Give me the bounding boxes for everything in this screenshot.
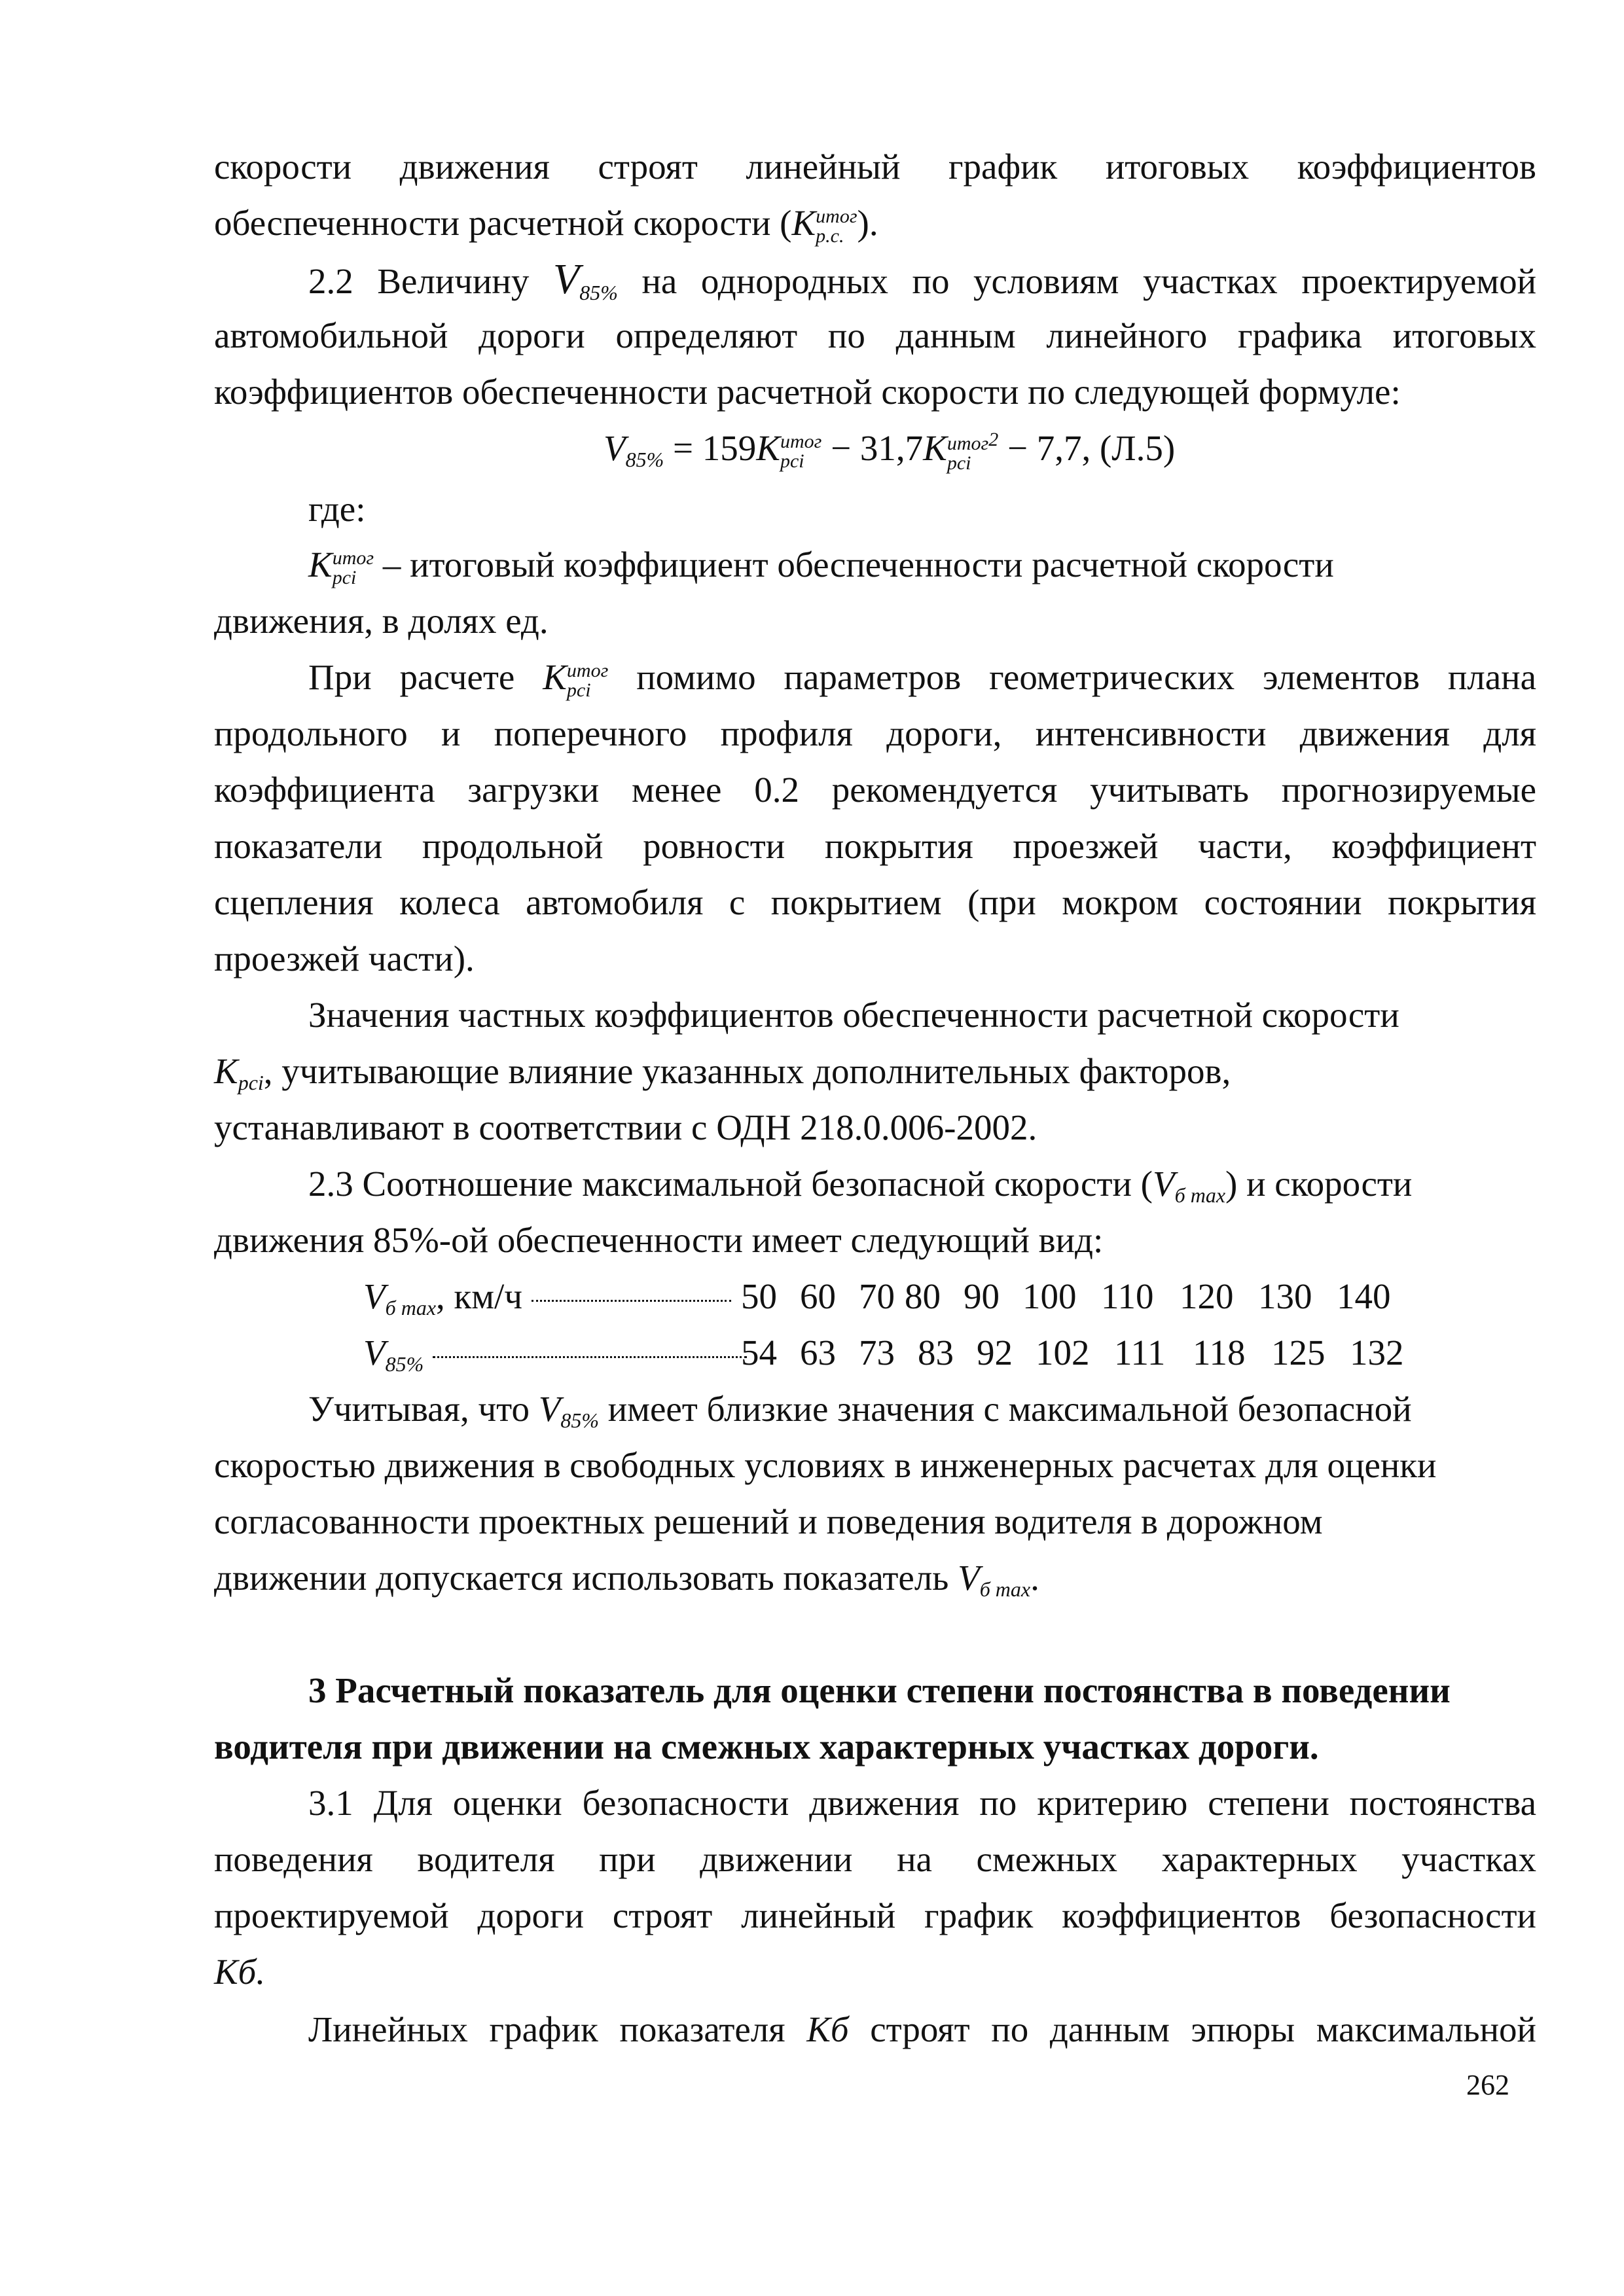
text-line: коэффициента загрузки менее 0.2 рекомендуется учитывать прогнозируемые (214, 770, 1536, 810)
speed-table-row-vmax: Vб max, км/ч (363, 1275, 731, 1329)
text-line: движении допускается использовать показатель Vб max. (214, 1558, 1039, 1601)
text: на однородных по условиям участках проектируемой (641, 261, 1537, 301)
text-line: проезжей части). (214, 939, 475, 978)
math-symbol: V (552, 255, 580, 303)
page-number: 262 (1466, 2069, 1509, 2101)
text-line: устанавливают в соответствии с ОДН 218.0.006-2002. (214, 1107, 1038, 1147)
text: где: (308, 489, 366, 529)
formula-L5: V85% = 159K итог pci − 31,7K итог2 pci − 7,7, (Л.5) (604, 428, 1176, 475)
text: автомобильной дороги определяют по данным линейного графика итоговых (214, 315, 1536, 355)
text-line: Учитывая, что V85% имеет близкие значения с максимальной безопасной (308, 1389, 1412, 1432)
text-line: Kpci, учитывающие влияние указанных дополнительных факторов, (214, 1051, 1231, 1094)
text-line: поведения водителя при движении на смежных характерных участках (214, 1839, 1536, 1879)
text: движения, в долях ед. (214, 601, 549, 641)
text-line: показатели продольной ровности покрытия проезжей части, коэффициент (214, 826, 1536, 866)
text-line: Kб. (214, 1952, 266, 1992)
speed-table-row-v85: V85% (363, 1331, 747, 1386)
text: ). (857, 203, 878, 243)
definition-line: K итог pci – итоговый коэффициент обеспеченности расчетной скорости (308, 545, 1334, 589)
text-line: согласованности проектных решений и поведения водителя в дорожном (214, 1501, 1323, 1541)
text-line: продольного и поперечного профиля дороги, интенсивности движения для (214, 713, 1536, 753)
text-line: Значения частных коэффициентов обеспеченности расчетной скорости (308, 995, 1399, 1035)
subscript: 85% (579, 281, 618, 304)
text-line: Линейных график показателя Kб строят по данным эпюры максимальной (308, 2009, 1536, 2049)
text: 2.2 Величину (308, 261, 530, 301)
text-line (214, 314, 1536, 357)
text-line: При расчете K итог pci помимо параметров геометрических элементов плана (308, 657, 1536, 702)
text-line (214, 145, 1536, 188)
text-line: движения 85%-ой обеспеченности имеет следующий вид: (214, 1220, 1104, 1260)
text-line: сцепления колеса автомобиля с покрытием (при мокром состоянии покрытия (214, 882, 1536, 922)
text-line (214, 600, 1536, 643)
sup-sub: итог р.с. (816, 206, 857, 247)
text: обеспеченности расчетной скорости ( (214, 203, 792, 243)
text-line: скоростью движения в свободных условиях в инженерных расчетах для оценки (214, 1445, 1437, 1485)
text-line (308, 488, 1536, 531)
text-line (308, 255, 1537, 314)
text-line: проектируемой дороги строят линейный график коэффициентов безопасности (214, 1895, 1536, 1935)
section-heading-cont: водителя при движении на смежных характерных участках дороги. (214, 1727, 1319, 1767)
section-heading: 3 Расчетный показатель для оценки степени постоянства в поведении (308, 1670, 1451, 1710)
math-symbol: K (791, 203, 816, 243)
text: коэффициентов обеспеченности расчетной скорости по следующей формуле: (214, 372, 1401, 412)
text-line (214, 202, 1536, 246)
text-line: 2.3 Соотношение максимальной безопасной скорости (Vб max) и скорости (308, 1164, 1413, 1207)
text: скорости движения строят линейный график итоговых коэффициентов (214, 147, 1536, 187)
text-line: 3.1 Для оценки безопасности движения по критерию степени постоянства (308, 1783, 1536, 1823)
text-line (214, 370, 1536, 414)
document-page: скорости движения строят линейный график итоговых коэффициентов обеспеченности расчетной скорости (K итог р.с. ). 2.2 Величину V85% на однородных по условиям участках проектируемой автомобильной дороги определяют по данным линейного графика итоговых коэффициентов обеспеченности расчетной скорости по следующей формуле: V85% = 159K итог pci − 31,7K итог2 pci − 7,7, (Л.5) где: K итог pci – итоговый коэффициент обеспеченности расчетной скорости движения, в долях ед. При расчете K итог pci помимо параметров геометрических элементов плана продольного и поперечного профиля дороги, интенсивности движения для коэффициента загрузки менее 0.2 рекомендуется учитывать прогнозируемые показатели продольной ровности покрытия проезжей части, коэффициент сцепления колеса автомобиля с покрытием (при мокром состоянии покрытия проезжей части). Значения частных коэффициентов обеспеченности расчетной скорости Kpci, учитывающие влияние указанных дополнительных факторов, устанавливают в соответствии с ОДН 218.0.006-2002. 2.3 Соотношение максимальной безопасной скорости (Vб max) и скорости движения 85%-ой обеспеченности имеет следующий вид: Vб max, км/ч 50 60 70 80 90 100 110 120 130 140 V85% 54 63 73 83 92 102 111 118 125 132 Учитывая, что V85% имеет близкие значения с максимальной безопасной скоростью движения в свободных условиях в инженерных расчетах для оценки согласованности проектных решений и поведения водителя в дорожном движении допускается использовать показатель Vб max. 3 Расчетный показатель для оценки степени постоянства в поведении водителя при движении на смежных характерных участках дороги. 3.1 Для оценки безопасности движения по критерию степени постоянства поведения водителя при движении на смежных характерных участках проектируемой дороги строят линейный график коэффициентов безопасности Kб. Линейных график показателя Kб строят по данным эпюры максимальной 262 (214, 147, 1537, 2101)
